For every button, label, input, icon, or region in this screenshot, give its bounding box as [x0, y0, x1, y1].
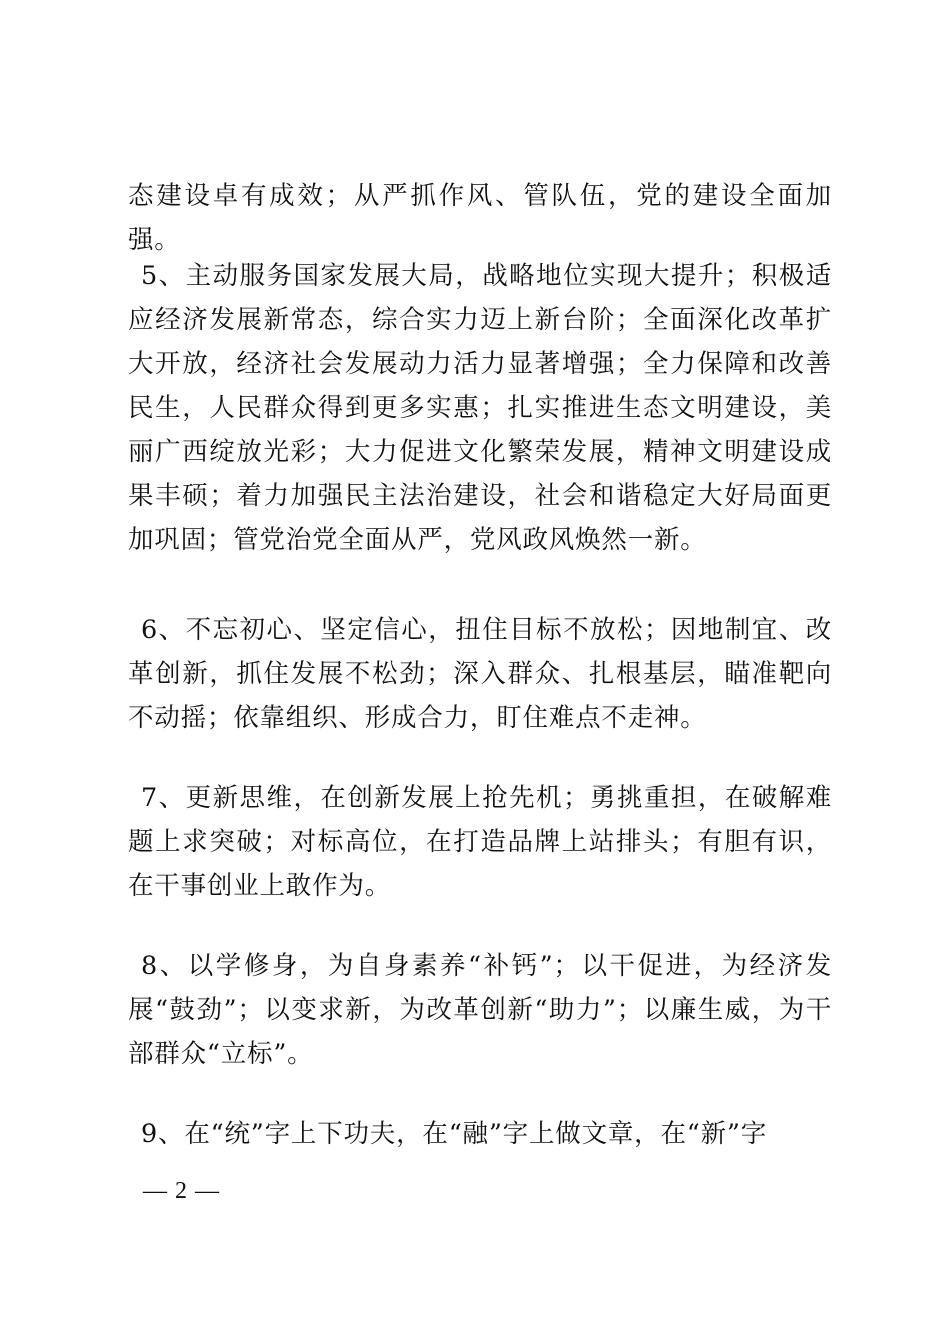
list-item-9: 9、在“统”字上下功夫，在“融”字上做文章，在“新”字: [141, 1119, 768, 1149]
list-item-8: 8、以学修身，为自身素养“补钙”；以干促进，为经济发展“鼓劲”；以变求新，为改革创新“助力”；以廉生威，为干部群众“立标”。: [128, 951, 832, 1069]
list-item-7: 7、更新思维，在创新发展上抢先机；勇挑重担，在破解难题上求突破；对标高位，在打造品牌上站排头；有胆有识，在干事创业上敢作为。: [128, 783, 832, 901]
list-item-5: 5、主动服务国家发展大局，战略地位实现大提升；积极适应经济发展新常态，综合实力迈上新台阶；全面深化改革扩大开放，经济社会发展动力活力显著增强；全力保障和改善民生，人民群众得到更多实惠；扎实推进生态文明建设，美丽广西绽放光彩；大力促进文化繁荣发展，精神文明建设成果丰硕；着力加强民主法治建设，社会和谐稳定大好局面更加巩固；管党治党全面从严，党风政风焕然一新。: [128, 261, 832, 555]
list-item-6: 6、不忘初心、坚定信心，扭住目标不放松；因地制宜、改革创新，抓住发展不松劲；深入群众、扎根基层，瞄准靶向不动摇；依靠组织、形成合力，盯住难点不走神。: [128, 615, 832, 733]
page-number: — 2 —: [143, 1178, 220, 1204]
continuation-paragraph: 态建设卓有成效；从严抓作风、管队伍，党的建设全面加强。: [128, 181, 832, 255]
